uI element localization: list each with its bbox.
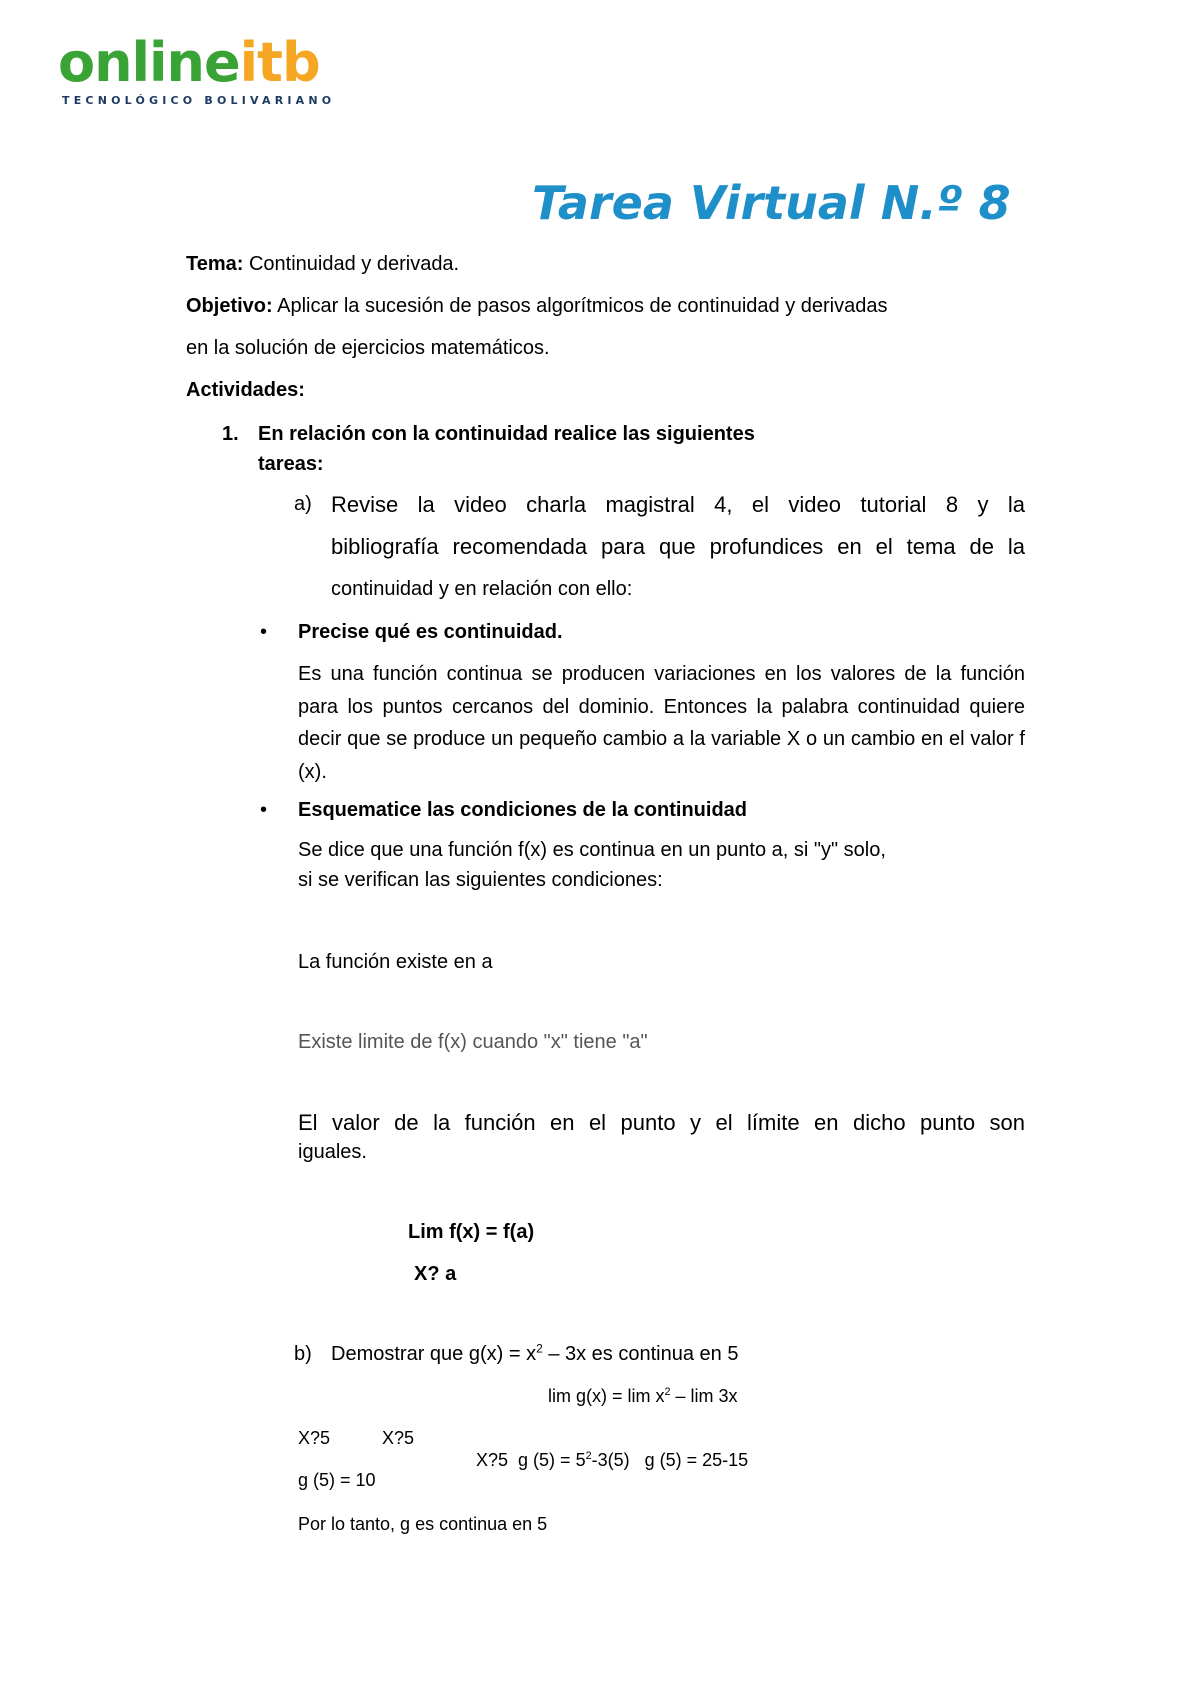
item-a-line-1-text: Revise la video charla magistral 4, el video tutorial 8 y la [331, 492, 1025, 517]
condicion-3-line-2: iguales. [298, 1141, 367, 1163]
calc-line-1-after: – lim 3x [670, 1386, 738, 1406]
bullet-2-line-2: si se verifican las siguientes condiciones: [298, 869, 663, 891]
objetivo-text-1: Aplicar la sucesión de pasos algorítmicos de continuidad y derivadas [272, 295, 888, 317]
item-a-line-1 [331, 492, 1025, 518]
tema-label: Tema: [186, 253, 244, 275]
condicion-2: Existe limite de f(x) cuando "x" tiene "a" [298, 1031, 648, 1053]
item-a-line-3: continuidad y en relación con ello: [331, 578, 633, 600]
item-1-number: 1. [222, 423, 239, 445]
actividades-label: Actividades: [186, 379, 305, 401]
item-b-text [331, 1342, 738, 1366]
bullet-2-line-1: Se dice que una función f(x) es continua en un punto a, si "y" solo, [298, 839, 886, 861]
objetivo-line-1 [186, 294, 887, 318]
calc-line-2b: X?5 [382, 1428, 415, 1448]
logo-wordmark [58, 31, 320, 94]
condicion-3-line-1 [298, 1110, 1025, 1136]
bullet-1-heading: Precise qué es continuidad. [298, 621, 563, 643]
bullet-2-marker: • [260, 799, 268, 821]
formula-line-1: Lim f(x) = f(a) [408, 1221, 535, 1243]
item-1-line-2: tareas: [258, 453, 324, 475]
objetivo-label: Objetivo: [186, 295, 273, 317]
item-a-line-2 [331, 534, 1025, 560]
item-b-marker: b) [294, 1343, 312, 1365]
calc-line-3: g (5) = 10 [298, 1470, 376, 1490]
page-title: Tarea Virtual N.º 8 [532, 176, 1011, 230]
logo-word-online: online [58, 31, 240, 94]
logo-tagline: TECNOLÓGICO BOLIVARIANO [62, 94, 336, 107]
tema-line [186, 252, 459, 276]
calc-line-2a: X?5 [298, 1428, 331, 1448]
item-a-line-2-text: bibliografía recomendada para que profundices en el tema de la [331, 534, 1025, 559]
calc-line-2c-after: -3(5) g (5) = 25-15 [591, 1449, 749, 1470]
objetivo-line-2: en la solución de ejercicios matemáticos. [186, 337, 550, 359]
formula-line-2: X? a [414, 1263, 457, 1285]
bullet-1-marker: • [260, 621, 268, 643]
calc-conclusion: Por lo tanto, g es continua en 5 [298, 1514, 548, 1534]
calc-line-2c-exponent: 2 [585, 1449, 592, 1462]
condicion-1: La función existe en a [298, 951, 493, 973]
condicion-3-line-1-text: El valor de la función en el punto y el límite en dicho punto son [298, 1110, 1025, 1135]
calc-line-1-exponent: 2 [664, 1386, 671, 1398]
item-a-marker: a) [294, 493, 312, 515]
calc-line-2c [456, 1428, 748, 1493]
item-b-exponent: 2 [536, 1341, 543, 1356]
item-1-line-1: En relación con la continuidad realice las siguientes [258, 423, 755, 445]
tema-value: Continuidad y derivada. [243, 253, 460, 275]
item-b-text-after: – 3x es continua en 5 [542, 1343, 739, 1365]
calc-line-2c-before: X?5 g (5) = 5 [476, 1449, 586, 1470]
bullet-1-text: Es una función continua se producen variaciones en los valores de la función para los puntos cercanos del dominio. Entonces la palabra continuidad quiere decir que se produce un pequeño cambio a la variable X o un cambio en el valor f (x). [298, 663, 1025, 783]
calc-line-1-before: lim g(x) = lim x [548, 1386, 665, 1406]
logo-word-itb: itb [239, 31, 320, 94]
calc-line-1 [548, 1386, 738, 1408]
bullet-2-heading: Esquematice las condiciones de la continuidad [298, 799, 748, 821]
item-b-text-before: Demostrar que g(x) = x [331, 1343, 537, 1365]
